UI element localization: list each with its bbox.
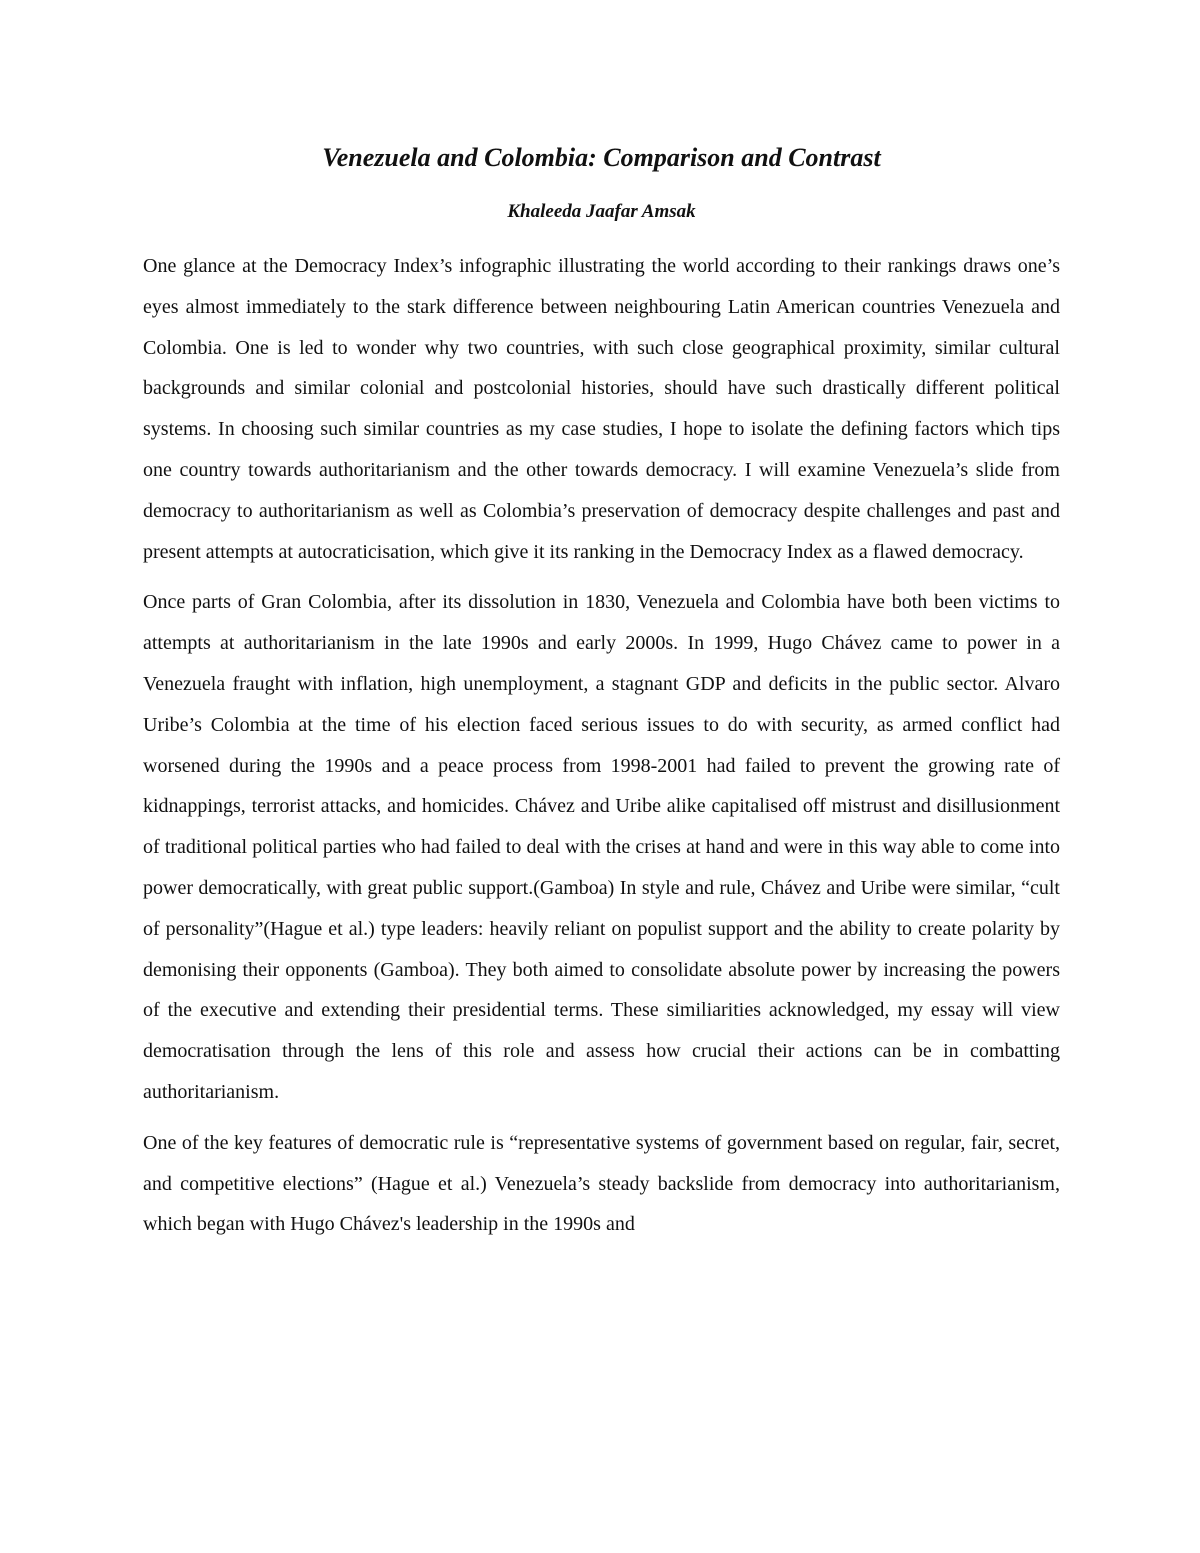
paragraph-elections: One of the key features of democratic rule is “representative systems of government based on regular, fair, secret, and competitive elections” (Hague et al.) Venezuela’s steady backslide from democracy into authoritarianism, which began with Hugo Chávez's leadership in the 1990s and <box>143 1131 1060 1236</box>
document-title: Venezuela and Colombia: Comparison and Contrast <box>322 143 881 172</box>
paragraph-intro: One glance at the Democracy Index’s infographic illustrating the world according to their rankings draws one’s eyes almost immediately to the stark difference between neighbouring Latin American countries Venezuela and Colombia. One is led to wonder why two countries, with such close geographical proximity, similar cultural backgrounds and similar colonial and postcolonial histories, should have such drastically different political systems. In choosing such similar countries as my case studies, I hope to isolate the defining factors which tips one country towards authoritarianism and the other towards democracy. I will examine Venezuela’s slide from democracy to authoritarianism as well as Colombia’s preservation of democracy despite challenges and past and present attempts at autocraticisation, which give it its ranking in the Democracy Index as a flawed democracy. <box>143 255 1060 563</box>
paragraph-background: Once parts of Gran Colombia, after its dissolution in 1830, Venezuela and Colombia have both been victims to attempts at authoritarianism in the late 1990s and early 2000s. In 1999, Hugo Chávez came to power in a Venezuela fraught with inflation, high unemployment, a stagnant GDP and deficits in the public sector. Alvaro Uribe’s Colombia at the time of his election faced serious issues to do with security, as armed conflict had worsened during the 1990s and a peace process from 1998-2001 had failed to prevent the growing rate of kidnappings, terrorist attacks, and homicides. Chávez and Uribe alike capitalised off mistrust and disillusionment of traditional political parties who had failed to deal with the crises at hand and were in this way able to come into power democratically, with great public support.(Gamboa) In style and rule, Chávez and Uribe were similar, “cult of personality”(Hague et al.) type leaders: heavily reliant on populist support and the ability to create polarity by demonising their opponents (Gamboa). They both aimed to consolidate absolute power by increasing the powers of the executive and extending their presidential terms. These similiarities acknowledged, my essay will view democratisation through the lens of this role and assess how crucial their actions can be in combatting authoritarianism. <box>143 591 1060 1103</box>
document-body <box>143 136 1060 1255</box>
document-author: Khaleeda Jaafar Amsak <box>507 201 696 222</box>
